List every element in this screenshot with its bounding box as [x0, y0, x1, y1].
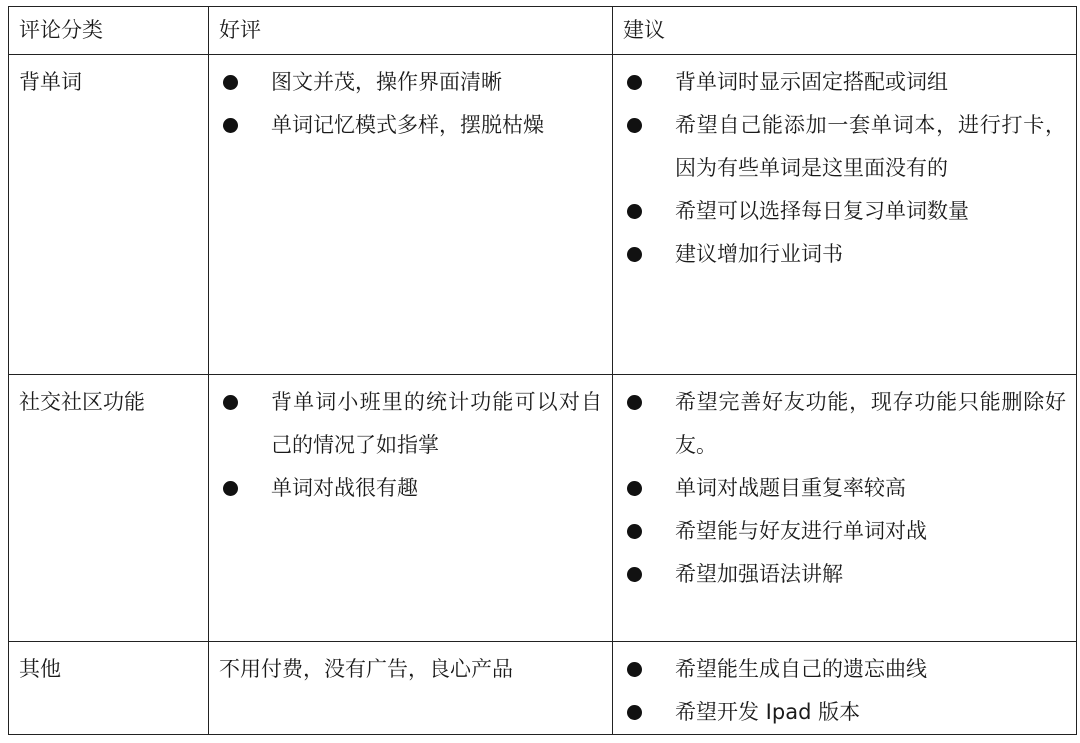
table-row	[9, 375, 1077, 642]
suggestion-cell	[613, 55, 1077, 375]
bullet-icon	[627, 75, 642, 90]
suggestion-item: 希望加强语法讲解	[675, 562, 843, 586]
suggestion-cell	[613, 642, 1077, 735]
suggestion-item: 建议增加行业词书	[675, 242, 843, 266]
list-item	[623, 381, 1066, 467]
list-item	[623, 553, 1066, 596]
header-row	[9, 7, 1077, 55]
suggestion-list	[623, 648, 1066, 734]
bullet-icon	[223, 481, 238, 496]
bullet-icon	[627, 567, 642, 582]
table-row	[9, 55, 1077, 375]
praise-item: 单词对战很有趣	[271, 476, 418, 500]
list-item	[623, 233, 1066, 276]
category-cell: 其他	[9, 642, 209, 735]
category-cell: 背单词	[9, 55, 209, 375]
suggestion-item: 希望开发 Ipad 版本	[675, 700, 861, 724]
praise-list	[219, 381, 602, 510]
bullet-icon	[627, 247, 642, 262]
list-item	[623, 190, 1066, 233]
list-item	[623, 61, 1066, 104]
bullet-icon	[627, 662, 642, 677]
suggestion-item: 希望能生成自己的遗忘曲线	[675, 657, 927, 681]
suggestion-item: 希望自己能添加一套单词本，进行打卡，因为有些单词是这里面没有的	[675, 113, 1066, 180]
list-item	[623, 467, 1066, 510]
praise-item: 图文并茂，操作界面清晰	[271, 70, 502, 94]
table-row	[9, 642, 1077, 735]
suggestion-item: 希望能与好友进行单词对战	[675, 519, 927, 543]
bullet-icon	[627, 524, 642, 539]
suggestion-list	[623, 61, 1066, 276]
bullet-icon	[223, 75, 238, 90]
list-item	[219, 61, 602, 104]
suggestion-cell	[613, 375, 1077, 642]
header-suggestion: 建议	[613, 7, 1077, 55]
list-item	[623, 691, 1066, 734]
bullet-icon	[627, 481, 642, 496]
suggestion-item: 背单词时显示固定搭配或词组	[675, 70, 948, 94]
bullet-icon	[627, 705, 642, 720]
praise-cell	[209, 375, 613, 642]
bullet-icon	[223, 395, 238, 410]
praise-cell	[209, 642, 613, 735]
list-item	[219, 467, 602, 510]
bullet-icon	[627, 204, 642, 219]
praise-item: 单词记忆模式多样，摆脱枯燥	[271, 113, 544, 137]
list-item	[623, 104, 1066, 190]
praise-text: 不用付费，没有广告，良心产品	[219, 657, 513, 681]
review-table	[8, 6, 1077, 735]
bullet-icon	[627, 395, 642, 410]
bullet-icon	[223, 118, 238, 133]
header-praise: 好评	[209, 7, 613, 55]
suggestion-item: 希望完善好友功能，现存功能只能删除好友。	[675, 390, 1066, 457]
suggestion-list	[623, 381, 1066, 596]
bullet-icon	[627, 118, 642, 133]
suggestion-item: 单词对战题目重复率较高	[675, 476, 906, 500]
category-cell: 社交社区功能	[9, 375, 209, 642]
praise-list	[219, 61, 602, 147]
list-item	[219, 104, 602, 147]
suggestion-item: 希望可以选择每日复习单词数量	[675, 199, 969, 223]
list-item	[219, 381, 602, 467]
list-item	[623, 510, 1066, 553]
header-category: 评论分类	[9, 7, 209, 55]
list-item	[623, 648, 1066, 691]
praise-item: 背单词小班里的统计功能可以对自己的情况了如指掌	[271, 390, 602, 457]
praise-cell	[209, 55, 613, 375]
